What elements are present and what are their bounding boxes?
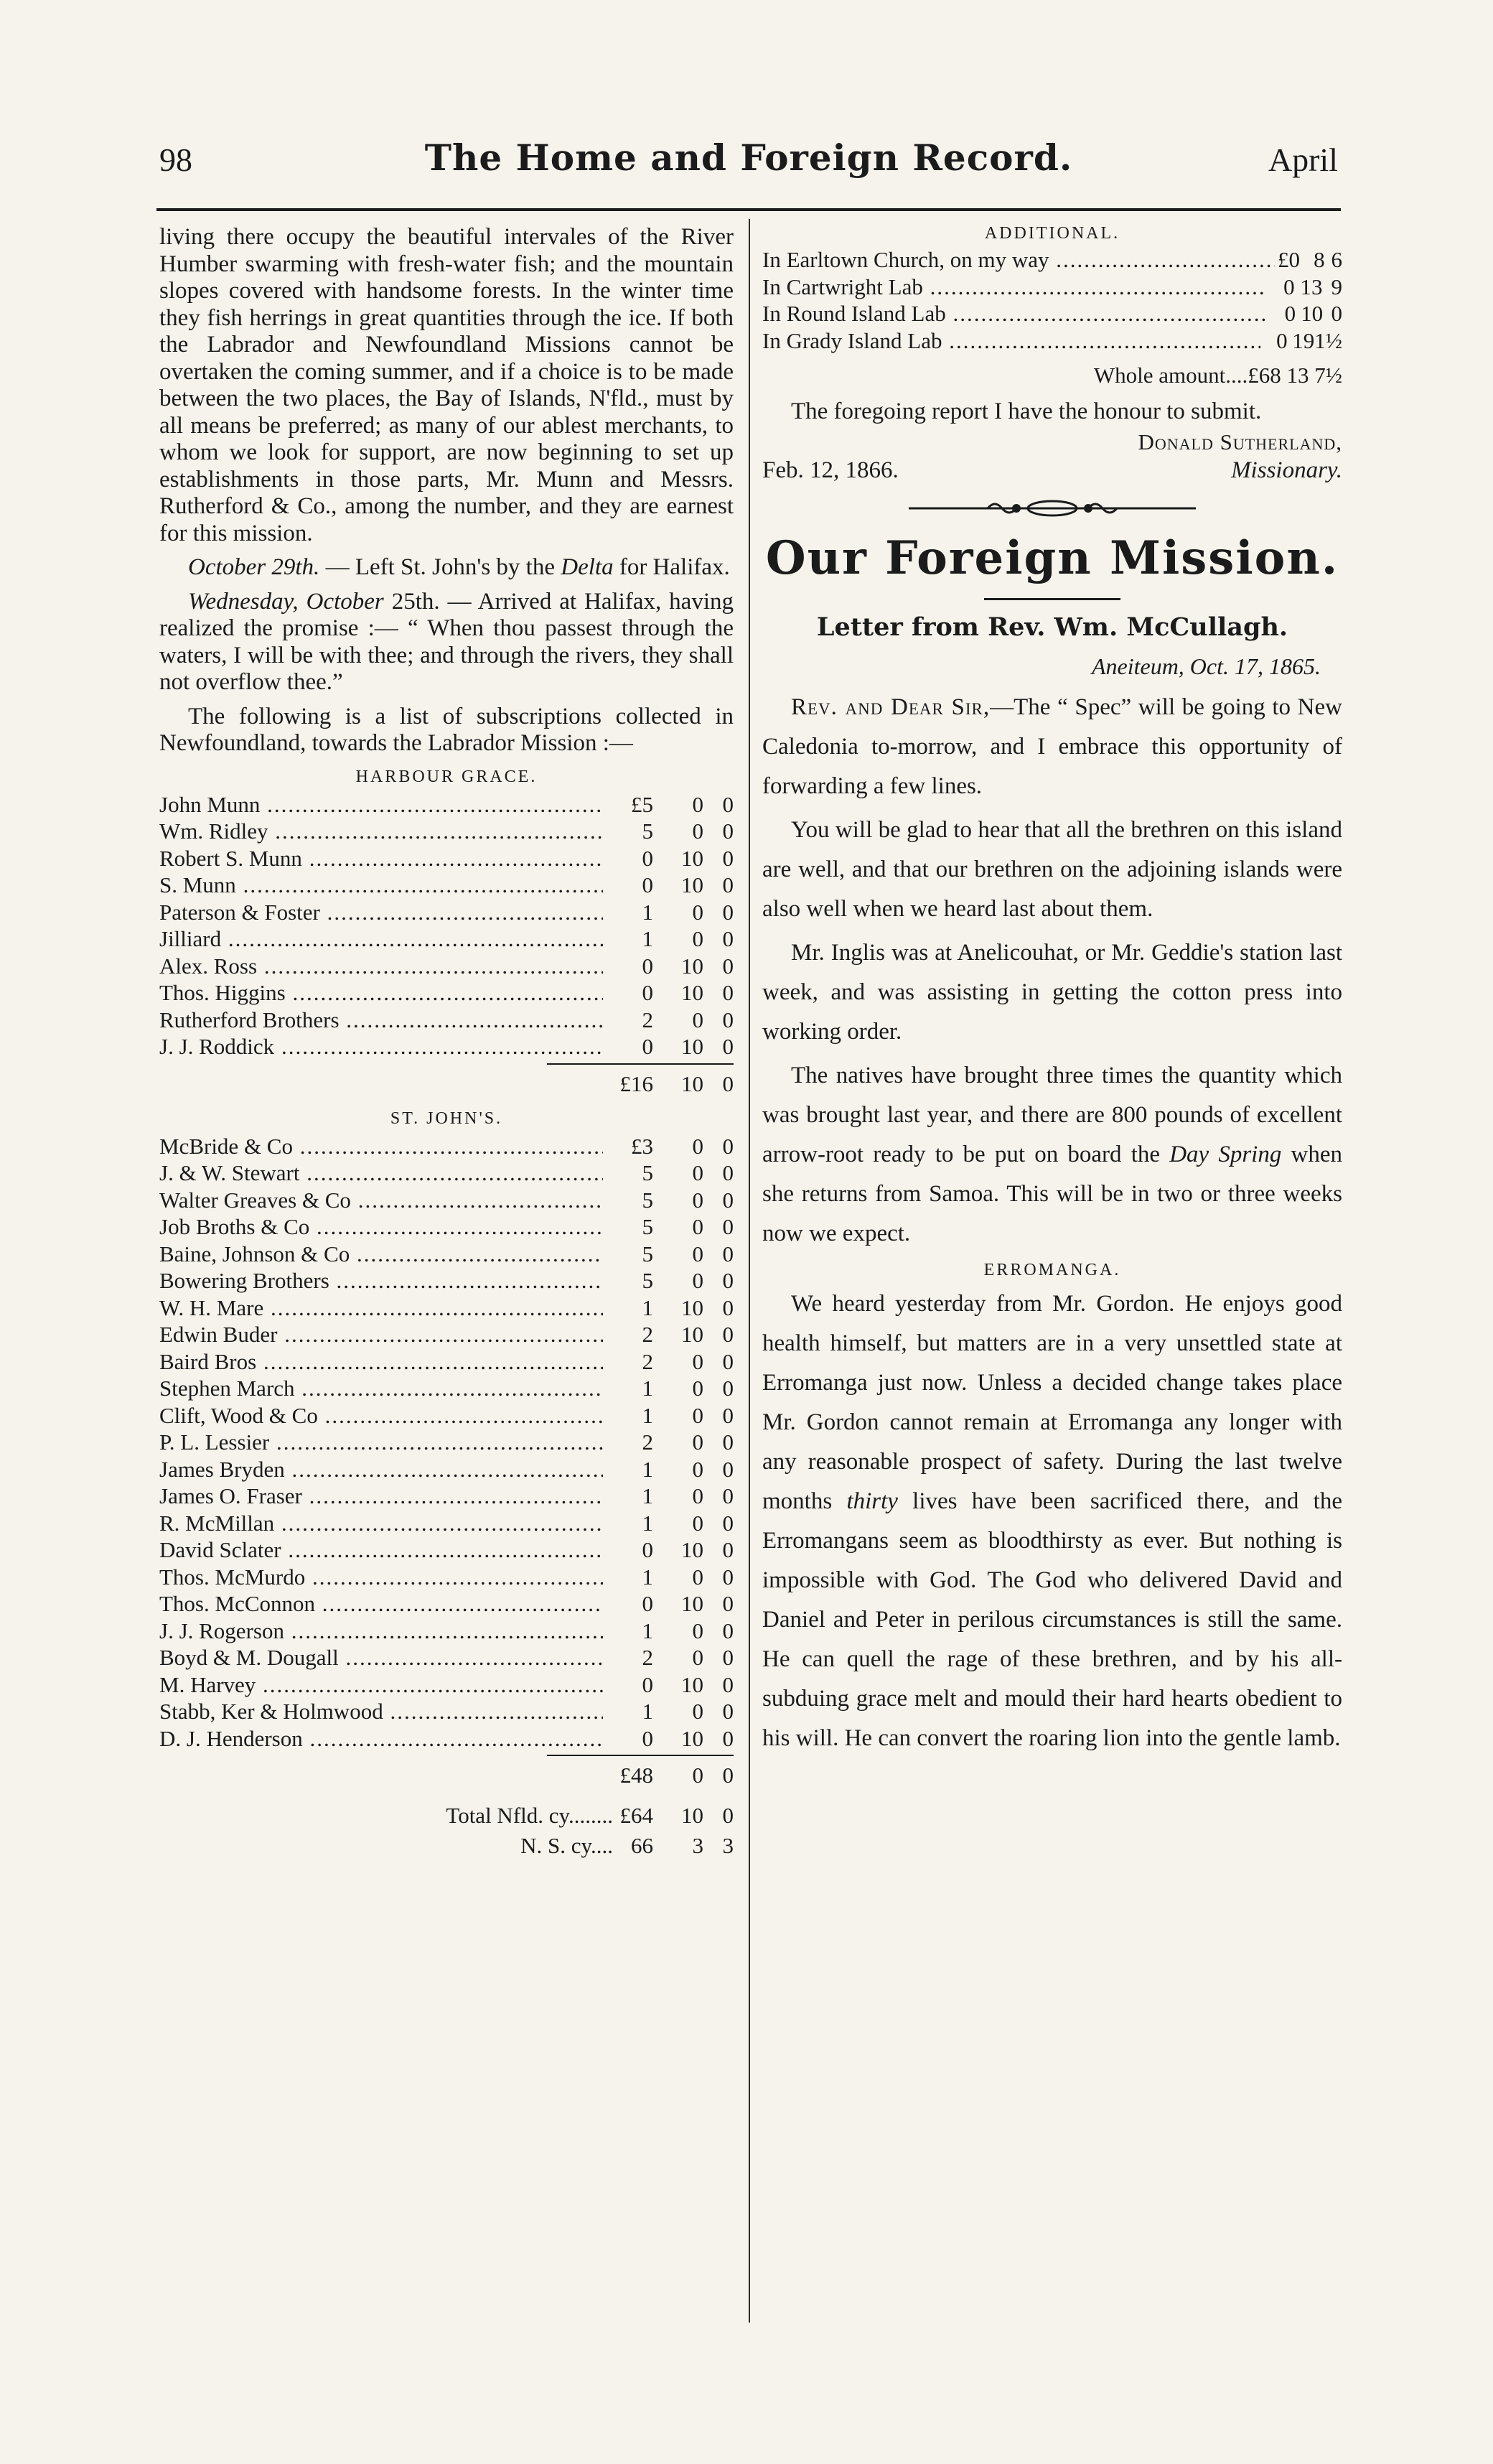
ledger-row <box>159 1007 734 1034</box>
ledger-row <box>159 1375 734 1402</box>
column-divider <box>749 219 750 2323</box>
amount-shillings: 13 <box>1300 274 1323 299</box>
contributor-name: Stabb, Ker & Holmwood ..... <box>159 1698 603 1725</box>
amount-pounds: 0 <box>1283 274 1295 299</box>
amount-pounds: 0 <box>1284 301 1296 326</box>
page-number: 98 <box>159 141 192 178</box>
contributor-name: D. J. Henderson ..... <box>159 1725 603 1753</box>
amount-pence: 0 <box>722 980 734 1005</box>
contributor-name: Alex. Ross ..... <box>159 953 603 980</box>
amount-pence: 0 <box>722 1007 734 1032</box>
ledger-row <box>159 1429 734 1456</box>
amount-shillings: 0 <box>692 1214 703 1239</box>
amount-shillings: 10 <box>681 980 703 1005</box>
amount-pence: 0 <box>722 1376 734 1401</box>
amount-pence: 0 <box>722 1214 734 1239</box>
amount-shillings: 0 <box>692 818 703 844</box>
st-johns-total: £48 0 0 <box>619 1763 734 1788</box>
entry-date: October 29th. <box>188 554 320 580</box>
report-closing: The foregoing report I have the honour to submit. <box>791 398 1262 424</box>
amount-shillings: 10 <box>681 1671 703 1697</box>
amount-shillings: 0 <box>692 1187 703 1213</box>
contributor-name: M. Harvey ..... <box>159 1671 603 1699</box>
contributor-name: In Grady Island Lab ..... <box>762 327 1260 355</box>
signature-name: Donald Sutherland, <box>1138 429 1342 454</box>
ship-name: Day Spring <box>1169 1141 1282 1167</box>
diary-entry-oct-29: October 29th. — Left St. John's by the Delta for Halifax. <box>188 554 730 580</box>
amount-pounds: 1 <box>642 1402 653 1428</box>
ledger-row <box>159 953 734 980</box>
amount-pounds: 1 <box>642 1483 653 1508</box>
amount-shillings: 0 <box>692 1456 703 1482</box>
contributor-name: Job Broths & Co ..... <box>159 1213 603 1241</box>
ledger-row <box>159 1213 734 1241</box>
contributor-name: John Munn ..... <box>159 791 603 818</box>
erromanga-heading: ERROMANGA. <box>983 1260 1121 1279</box>
signature-role: Missionary. <box>1231 457 1342 483</box>
amount-pounds: £5 <box>631 791 653 817</box>
ledger-row <box>159 1187 734 1214</box>
amount-pounds: 2 <box>642 1348 653 1374</box>
amount-shillings: 0 <box>692 1564 703 1590</box>
signature-line <box>762 456 1342 485</box>
contributor-name: Rutherford Brothers ..... <box>159 1007 603 1034</box>
amount-pounds: 2 <box>642 1007 653 1032</box>
amount-pence: 0 <box>722 953 734 979</box>
amount-pence: 0 <box>722 1725 734 1751</box>
header-rule <box>156 208 1341 211</box>
contributor-name: R. McMillan ..... <box>159 1510 603 1537</box>
amount-pence: 0 <box>722 1034 734 1059</box>
ledger-row <box>159 1483 734 1510</box>
ship-name: Delta <box>561 554 614 580</box>
ledger-row <box>159 1456 734 1483</box>
ledger-row <box>159 818 734 845</box>
ledger-row <box>159 1348 734 1376</box>
amount-pence: 0 <box>722 1294 734 1320</box>
amount-pounds: 0 <box>642 980 653 1005</box>
contributor-name: Bowering Brothers ..... <box>159 1267 603 1294</box>
amount-shillings: 10 <box>681 872 703 897</box>
contributor-name: Walter Greaves & Co ..... <box>159 1187 603 1214</box>
contributor-name: James Bryden ..... <box>159 1456 603 1483</box>
ledger-row <box>159 1671 734 1699</box>
amount-shillings: 10 <box>681 1322 703 1347</box>
contributor-name: P. L. Lessier ..... <box>159 1429 603 1456</box>
amount-pence: 0 <box>722 1483 734 1508</box>
amount-pence: 0 <box>722 818 734 844</box>
amount-pence: 0 <box>722 1348 734 1374</box>
letter-paragraph-4: The natives have brought three times the quantity which was brought last year, and there are 800 pounds of excellent arrow-root ready to be put on board the Day Spring when she returns from Samoa. This will be in two or three weeks now we expect. <box>762 1062 1343 1246</box>
ledger-row <box>762 274 1342 301</box>
amount-pence: 0 <box>722 791 734 817</box>
contributor-name: Thos. McConnon ..... <box>159 1590 603 1618</box>
amount-pence: 0 <box>722 1429 734 1455</box>
contributor-name: Clift, Wood & Co ..... <box>159 1402 603 1429</box>
amount-shillings: 0 <box>692 1699 703 1724</box>
amount-pence: 0 <box>722 1645 734 1670</box>
amount-pence: 0 <box>722 1618 734 1643</box>
contributor-name: In Cartwright Lab ..... <box>762 274 1267 301</box>
additional-heading: ADDITIONAL. <box>984 224 1120 243</box>
contributor-name: David Sclater ..... <box>159 1536 603 1564</box>
contributor-name: Baird Bros ..... <box>159 1348 603 1376</box>
harbour-grace-list <box>159 791 734 1060</box>
ledger-row <box>159 845 734 872</box>
amount-shillings: 0 <box>692 1402 703 1428</box>
amount-shillings: 8 <box>1314 247 1325 272</box>
amount-shillings: 0 <box>692 1348 703 1374</box>
amount-pounds: 5 <box>642 1187 653 1213</box>
issue-month: April <box>1268 141 1338 178</box>
st-johns-list <box>159 1133 734 1753</box>
subtotal-rule <box>547 1063 734 1065</box>
contributor-name: Jilliard ..... <box>159 925 603 953</box>
contributor-name: Thos. McMurdo ..... <box>159 1564 603 1591</box>
amount-pence: 0 <box>722 1537 734 1562</box>
contributor-name: Paterson & Foster ..... <box>159 899 603 926</box>
section-title: Our Foreign Mission. <box>765 531 1339 585</box>
amount-shillings: 0 <box>692 1007 703 1032</box>
letter-paragraph-5: We heard yesterday from Mr. Gordon. He enjoys good health himself, but matters are in a very unsettled state at Erromanga just now. Unless a decided change takes place Mr. Gordon cannot remain at Erromanga any longer with any reasonable prospect of safety. During the last twelve months thirty lives have been sacrificed there, and the Erromangans seem as bloodthirsty as ever. But nothing is impossible with God. The God who delivered David and Daniel and Peter in perilous circumstances is still the same. He can quell the rage of these brethren, and by his all-subduing grace melt and mould their hard hearts obedient to his will. He can convert the roaring lion into the gentle lamb. <box>762 1290 1342 1751</box>
amount-pounds: 0 <box>642 1034 653 1059</box>
amount-shillings: 10 <box>681 953 703 979</box>
amount-pence: 0 <box>722 1133 734 1159</box>
amount-shillings: 0 <box>692 1376 703 1401</box>
amount-shillings: 10 <box>681 1034 703 1059</box>
contributor-name: J. & W. Stewart ..... <box>159 1159 603 1187</box>
amount-pounds: 1 <box>642 1294 653 1320</box>
amount-pence: 9 <box>1331 274 1342 299</box>
amount-pence: 0 <box>722 1456 734 1482</box>
amount-pounds: 1 <box>642 1376 653 1401</box>
contributor-name: James O. Fraser ..... <box>159 1483 603 1510</box>
amount-pounds: 1 <box>642 899 653 925</box>
intro-paragraph: living there occupy the beautiful intervales of the River Humber swarming with fresh-water fish; and the mountain slopes covered with handsome forests. In the winter time they fish herrings in great quantities through the ice. If both the Labrador and Newfoundland Missions cannot be overtaken the coming summer, and if a choice is to be made between the two places, the Bay of Islands, N'fld., must by all means be preferred; as many of our ablest merchants, to whom we look for support, are now beginning to set up establishments in those parts, Mr. Munn and Messrs. Rutherford & Co., among the number, and they are earnest for this mission. <box>159 224 734 546</box>
amount-shillings: 0 <box>692 1429 703 1455</box>
ledger-row <box>159 1241 734 1268</box>
amount-shillings: 0 <box>692 899 703 925</box>
amount-pence: 0 <box>1331 301 1342 326</box>
ledger-row <box>159 1698 734 1725</box>
amount-pounds: 1 <box>642 1564 653 1590</box>
title-rule <box>984 598 1120 600</box>
amount-pounds: £3 <box>631 1133 653 1159</box>
ledger-row <box>159 925 734 953</box>
amount-pounds: 2 <box>642 1645 653 1670</box>
contributor-name: Edwin Buder ..... <box>159 1321 603 1348</box>
grand-total-ns: N. S. cy.... 66 3 3 <box>520 1833 734 1858</box>
ledger-row <box>762 327 1342 355</box>
ledger-row <box>159 1618 734 1645</box>
amount-pounds: 5 <box>642 818 653 844</box>
ledger-row <box>762 246 1342 274</box>
amount-pence: 0 <box>722 845 734 871</box>
additional-list <box>762 246 1342 354</box>
contributor-name: Stephen March ..... <box>159 1375 603 1402</box>
amount-pounds: 0 <box>642 1537 653 1562</box>
contributor-name: S. Munn ..... <box>159 872 603 899</box>
diary-entry-oct-25: Wednesday, October 25th. — Arrived at Halifax, having realized the promise :— “ When thou passest through the waters, I will be with thee; and through the rivers, they shall not overflow thee.” <box>159 588 734 695</box>
ledger-row <box>159 1564 734 1591</box>
ledger-row <box>159 1590 734 1618</box>
contributor-name: Boyd & M. Dougall ..... <box>159 1644 603 1671</box>
amount-shillings: 0 <box>692 1241 703 1266</box>
amount-pounds: 0 <box>1276 327 1288 353</box>
amount-pence: 0 <box>722 1268 734 1293</box>
amount-shillings: 0 <box>692 791 703 817</box>
amount-shillings: 19 <box>1292 327 1315 353</box>
amount-pounds: 1 <box>642 926 653 951</box>
amount-pounds: 2 <box>642 1429 653 1455</box>
amount-pounds: 5 <box>642 1241 653 1266</box>
amount-shillings: 0 <box>692 1645 703 1670</box>
ledger-row <box>159 1133 734 1160</box>
amount-pounds: 0 <box>642 1725 653 1751</box>
amount-pence: 0 <box>722 926 734 951</box>
amount-pounds: 0 <box>642 845 653 871</box>
amount-shillings: 10 <box>681 1725 703 1751</box>
ledger-row <box>159 1725 734 1753</box>
amount-pounds: 5 <box>642 1160 653 1185</box>
ledger-row <box>159 1510 734 1537</box>
amount-pence: 6 <box>1331 247 1342 272</box>
contributor-name: In Round Island Lab ..... <box>762 300 1268 327</box>
contributor-name: J. J. Rogerson ..... <box>159 1618 603 1645</box>
amount-pounds: £0 <box>1277 247 1300 272</box>
st-johns-heading: ST. JOHN'S. <box>390 1109 503 1128</box>
letter-paragraph-2: You will be glad to hear that all the brethren on this island are well, and that our brethren on the adjoining islands were also well when we heard last about them. <box>762 816 1342 922</box>
amount-shillings: 10 <box>681 1537 703 1562</box>
harbour-grace-heading: HARBOUR GRACE. <box>355 767 538 786</box>
harbour-grace-total: £16 10 0 <box>619 1070 734 1096</box>
amount-pence: 0 <box>722 1510 734 1536</box>
amount-pence: 0 <box>722 1241 734 1266</box>
amount-pence: 0 <box>722 1402 734 1428</box>
letter-paragraph-1: Rev. and Dear Sir,—The “ Spec” will be going to New Caledonia to-morrow, and I embrace this opportunity of forwarding a few lines. <box>762 694 1342 799</box>
ledger-row <box>159 872 734 899</box>
amount-pounds: 0 <box>642 953 653 979</box>
grand-total-nfld: Total Nfld. cy........ £64 10 0 <box>446 1803 734 1828</box>
amount-pence: 0 <box>722 872 734 897</box>
contributor-name: Baine, Johnson & Co ..... <box>159 1241 603 1268</box>
contributor-name: Wm. Ridley ..... <box>159 818 603 845</box>
amount-pounds: 0 <box>642 1591 653 1616</box>
entry-date: Wednesday, October <box>188 588 384 615</box>
amount-shillings: 0 <box>692 1268 703 1293</box>
amount-pounds: 1 <box>642 1699 653 1724</box>
amount-shillings: 0 <box>692 1618 703 1643</box>
amount-pence: 0 <box>722 1187 734 1213</box>
ledger-row <box>159 1267 734 1294</box>
amount-shillings: 0 <box>692 1160 703 1185</box>
amount-pence: 0 <box>722 899 734 925</box>
amount-pounds: 0 <box>642 1671 653 1697</box>
ledger-row <box>159 1321 734 1348</box>
ledger-row <box>762 300 1342 327</box>
amount-pounds: 1 <box>642 1456 653 1482</box>
letter-title: Letter from Rev. Wm. McCullagh. <box>816 612 1288 642</box>
ledger-row <box>159 1033 734 1060</box>
amount-shillings: 0 <box>692 926 703 951</box>
left-column <box>159 224 734 1861</box>
contributor-name: McBride & Co ..... <box>159 1133 603 1160</box>
amount-pence: 0 <box>722 1671 734 1697</box>
contributor-name: Robert S. Munn ..... <box>159 845 603 872</box>
amount-shillings: 10 <box>681 845 703 871</box>
ornament-flourish-icon <box>902 498 1203 519</box>
contributor-name: W. H. Mare ..... <box>159 1294 603 1322</box>
ledger-row <box>159 899 734 926</box>
ledger-row <box>159 1294 734 1322</box>
amount-shillings: 0 <box>692 1133 703 1159</box>
salutation: Rev. and Dear Sir, <box>791 694 991 720</box>
page-header <box>159 136 1338 191</box>
amount-pence: 0 <box>722 1322 734 1347</box>
ledger-row <box>159 979 734 1007</box>
letter-dateline: Aneiteum, Oct. 17, 1865. <box>1091 653 1321 679</box>
amount-pounds: 2 <box>642 1322 653 1347</box>
contributor-name: Thos. Higgins ..... <box>159 979 603 1007</box>
right-column <box>762 224 1342 1758</box>
amount-pounds: 0 <box>642 872 653 897</box>
whole-amount: Whole amount....£68 13 7½ <box>1093 363 1342 388</box>
amount-pence: 0 <box>722 1591 734 1616</box>
amount-shillings: 10 <box>1301 301 1324 326</box>
amount-shillings: 10 <box>681 1591 703 1616</box>
amount-pence: 0 <box>722 1699 734 1724</box>
amount-shillings: 0 <box>692 1483 703 1508</box>
amount-pence: 0 <box>722 1564 734 1590</box>
letter-paragraph-3: Mr. Inglis was at Anelicouhat, or Mr. Geddie's station last week, and was assisting in getting the cotton press into working order. <box>762 939 1342 1045</box>
signature-date: Feb. 12, 1866. <box>762 457 899 483</box>
ornament-divider <box>762 498 1342 519</box>
amount-pounds: 1 <box>642 1510 653 1536</box>
amount-pounds: 1 <box>642 1618 653 1643</box>
subscriptions-intro: The following is a list of subscriptions collected in Newfoundland, towards the Labrador Mission :— <box>159 703 734 756</box>
amount-shillings: 10 <box>681 1294 703 1320</box>
amount-pence: 0 <box>722 1160 734 1185</box>
ledger-row <box>159 1644 734 1671</box>
amount-pounds: 5 <box>642 1268 653 1293</box>
subtotal-rule <box>547 1755 734 1756</box>
contributor-name: In Earltown Church, on my way ..... <box>762 246 1275 274</box>
amount-pounds: 5 <box>642 1214 653 1239</box>
amount-pence: 1½ <box>1314 327 1342 353</box>
ledger-row <box>159 1159 734 1187</box>
publication-title: The Home and Foreign Record. <box>424 136 1073 179</box>
amount-shillings: 0 <box>692 1510 703 1536</box>
ledger-row <box>159 1402 734 1429</box>
ledger-row <box>159 1536 734 1564</box>
contributor-name: J. J. Roddick ..... <box>159 1033 603 1060</box>
ledger-row <box>159 791 734 818</box>
